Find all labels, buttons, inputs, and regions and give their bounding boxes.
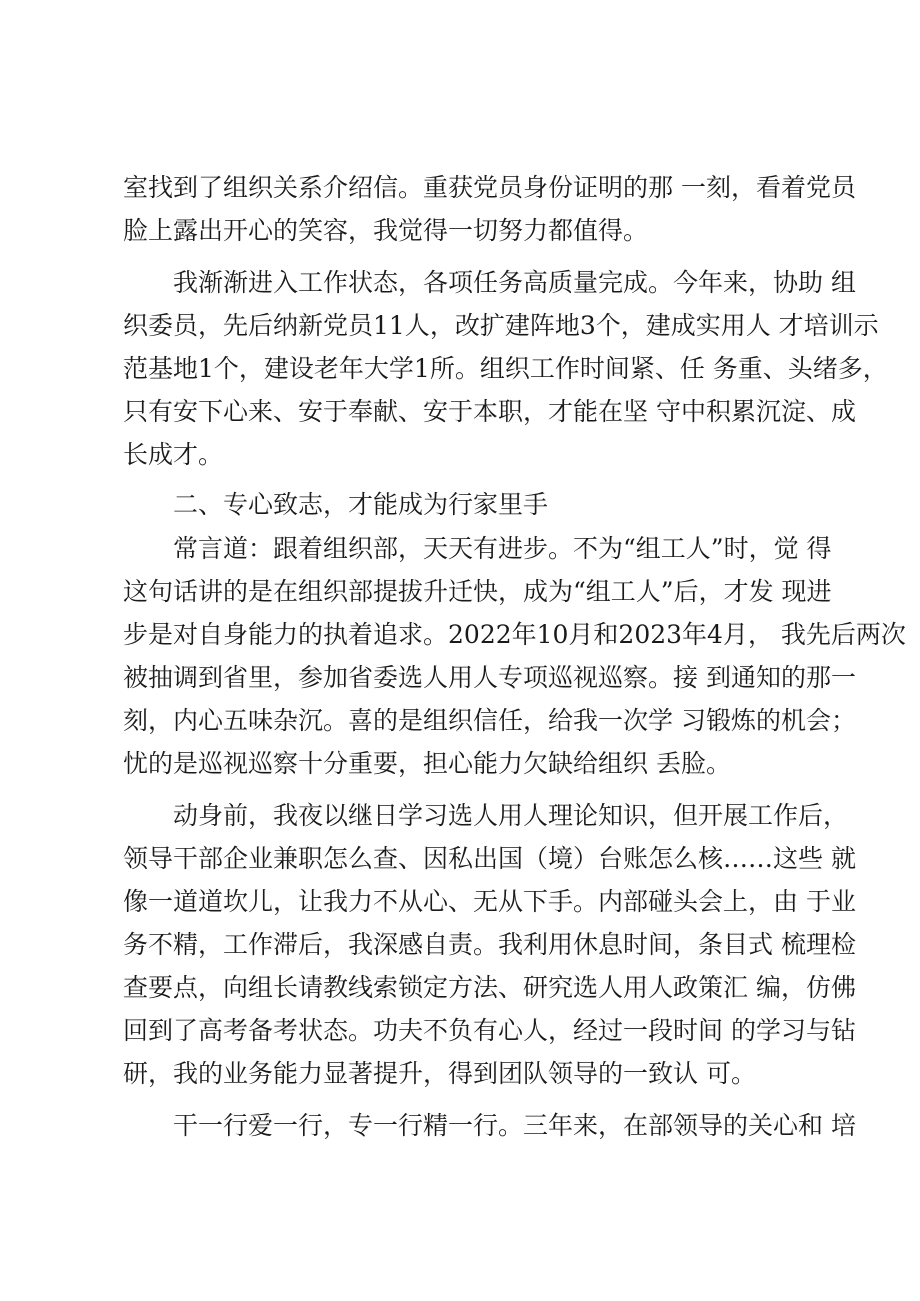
text-line: 务不精，工作滞后，我深感自责。我利用休息时间，条目式 梳理检 xyxy=(123,930,856,959)
text-line: 被抽调到省里，参加省委选人用人专项巡视巡察。接 到通知的那一 xyxy=(123,663,856,692)
text-line: 查要点，向组长请教线索锁定方法、研究选人用人政策汇 编，仿佛 xyxy=(123,973,856,1002)
text-line: 刻，内心五味杂沉。喜的是组织信任，给我一次学 习锻炼的机会； xyxy=(123,706,856,735)
text-line: 研，我的业务能力显著提升，得到团队领导的一致认 可。 xyxy=(123,1059,756,1088)
text-line: 织委员，先后纳新党员11人，改扩建阵地3个，建成实用人 才培训示 xyxy=(123,311,879,340)
text-line: 干一行爱一行，专一行精一行。三年来，在部领导的关心和 培 xyxy=(173,1111,856,1140)
text-line: 步是对自身能力的执着追求。2022年10月和2023年4月， 我先后两次 xyxy=(123,620,906,649)
text-line: 像一道道坎儿，让我力不从心、无从下手。内部碰头会上，由 于业 xyxy=(123,887,856,916)
text-line: 忧的是巡视巡察十分重要，担心能力欠缺给组织 丢脸。 xyxy=(123,749,731,778)
text-line: 范基地1个，建设老年大学1所。组织工作时间紧、任 务重、头绪多， xyxy=(123,354,888,383)
section-heading: 二、专心致志，才能成为行家里手 xyxy=(173,490,549,519)
text-line: 这句话讲的是在组织部提拔升迁快，成为“组工人”后，才发 现进 xyxy=(123,577,832,606)
text-line: 动身前，我夜以继日学习选人用人理论知识，但开展工作后， xyxy=(173,801,849,830)
text-line: 室找到了组织关系介绍信。重获党员身份证明的那 一刻，看着党员 xyxy=(123,173,856,202)
text-line: 我渐渐进入工作状态，各项任务高质量完成。今年来，协助 组 xyxy=(173,268,856,297)
text-line: 回到了高考备考状态。功夫不负有心人，经过一段时间 的学习与钻 xyxy=(123,1016,856,1045)
document-body xyxy=(123,166,906,1147)
text-line: 常言道：跟着组织部，天天有进步。不为“组工人”时，觉 得 xyxy=(173,534,832,563)
text-line: 领导干部企业兼职怎么查、因私出国（境）台账怎么核……这些 就 xyxy=(123,844,856,873)
text-line: 长成才。 xyxy=(123,440,224,469)
text-line: 只有安下心来、安于奉献、安于本职，才能在坚 守中积累沉淀、成 xyxy=(123,397,856,426)
text-line: 脸上露出开心的笑容，我觉得一切努力都值得。 xyxy=(123,216,649,245)
